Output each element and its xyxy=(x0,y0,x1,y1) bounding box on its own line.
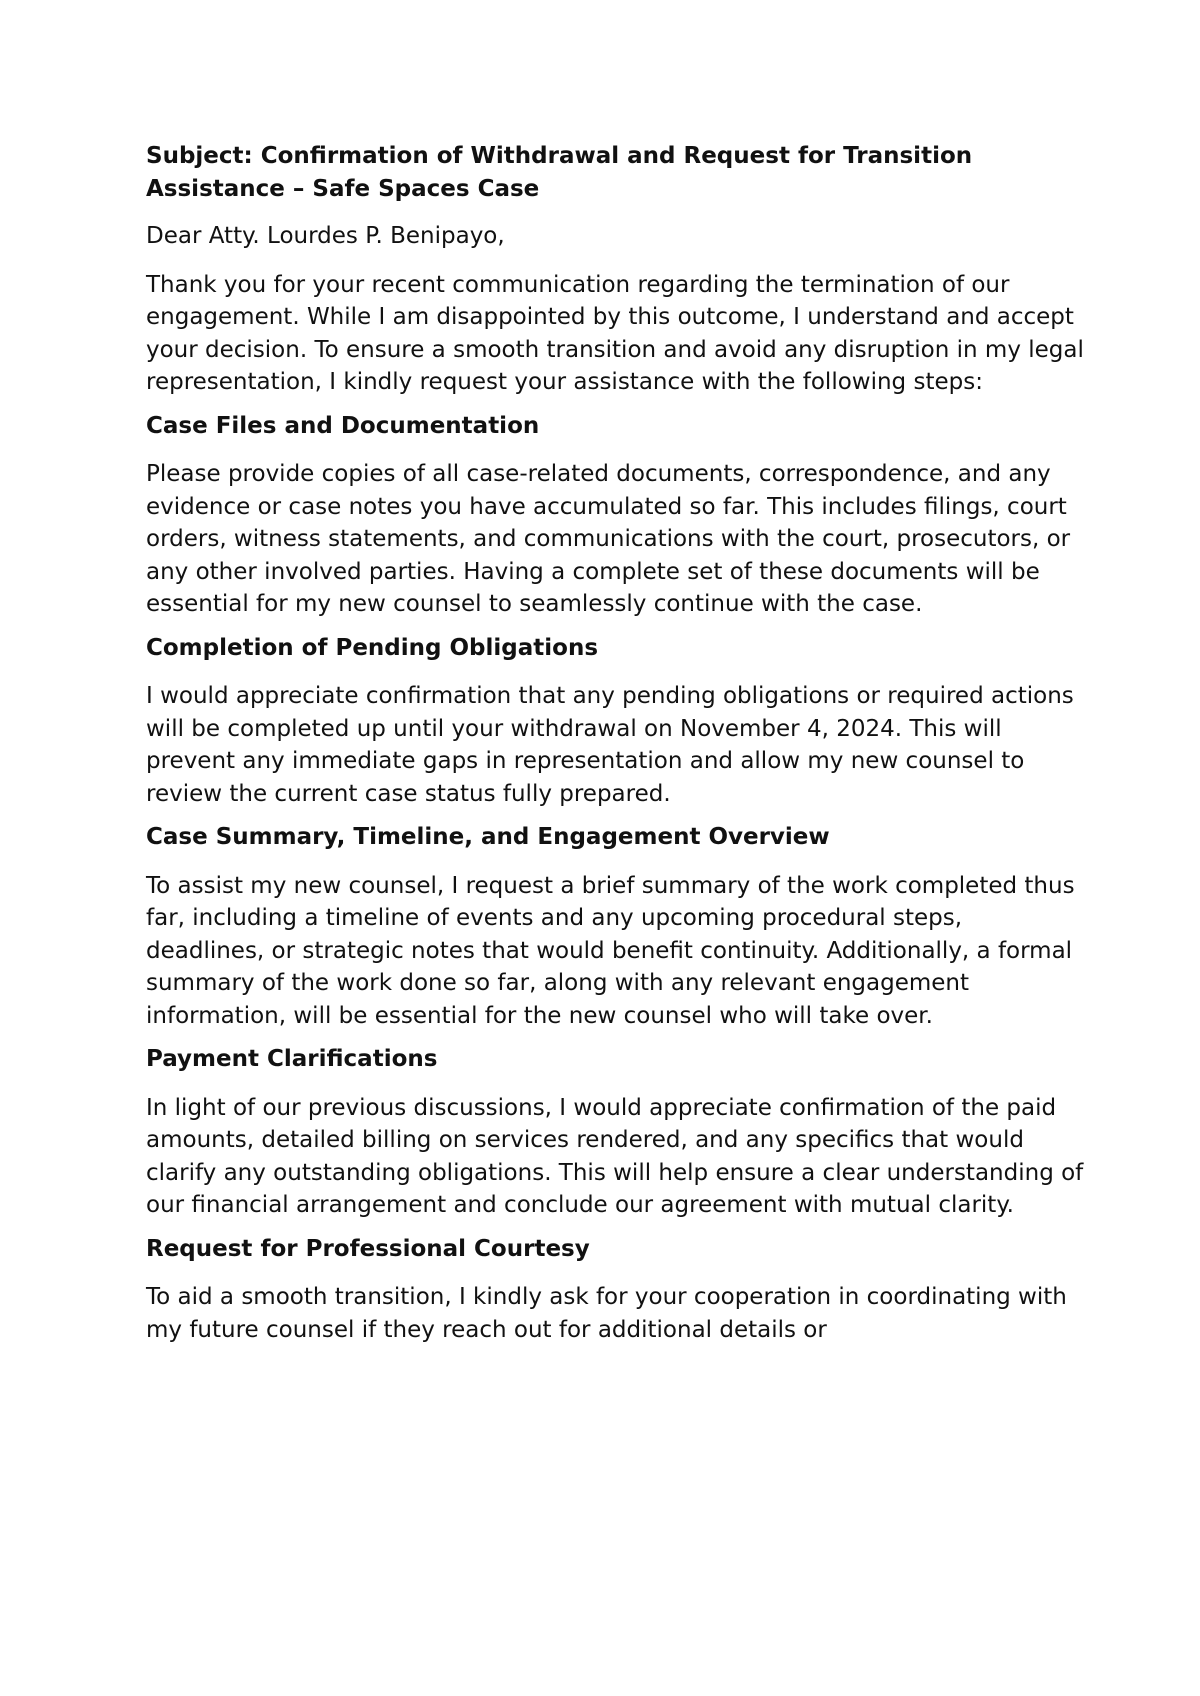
section-body-payment: In light of our previous discussions, I would appreciate confirmation of the paid amounts, detailed billing on services rendered, and any specifics that would clarify any outstanding obligations. This will help ensure a clear understanding of our financial arrangement and conclude our agreement with mutual clarity. xyxy=(146,1094,1084,1218)
section-body-case-summary: To assist my new counsel, I request a brief summary of the work completed thus far, including a timeline of events and any upcoming procedural steps, deadlines, or strategic notes that would benefit continuity. Additionally, a formal summary of the work done so far, along with any relevant engagement information, will be essential for the new counsel who will take over. xyxy=(146,872,1075,1029)
intro-paragraph: Thank you for your recent communication regarding the termination of our engagement. While I am disappointed by this outcome, I understand and accept your decision. To ensure a smooth transition and avoid any disruption in my legal representation, I kindly request your assistance with the following steps: xyxy=(146,271,1084,395)
section-body-professional-courtesy: To aid a smooth transition, I kindly ask for your cooperation in coordinating with my future counsel if they reach out for additional details or xyxy=(146,1284,1067,1343)
section-body-case-files: Please provide copies of all case-related documents, correspondence, and any evidence or case notes you have accumulated so far. This includes filings, court orders, witness statements, and communications with the court, prosecutors, or any other involved parties. Having a complete set of these documents will be essential for my new counsel to seamlessly continue with the case. xyxy=(146,461,1071,617)
section-heading-payment: Payment Clarifications xyxy=(146,1046,438,1072)
section-heading-pending-obligations: Completion of Pending Obligations xyxy=(146,634,599,661)
section-heading-case-files: Case Files and Documentation xyxy=(146,412,540,439)
greeting: Dear Atty. Lourdes P. Benipayo, xyxy=(146,223,505,249)
section-heading-case-summary: Case Summary, Timeline, and Engagement Overview xyxy=(146,824,830,850)
section-heading-professional-courtesy: Request for Professional Courtesy xyxy=(146,1235,590,1262)
letter-page xyxy=(146,140,1086,1357)
section-body-pending-obligations: I would appreciate confirmation that any pending obligations or required actions will be completed up until your withdrawal on November 4, 2024. This will prevent any immediate gaps in representation and allow my new counsel to review the current case status fully prepared. xyxy=(146,683,1074,807)
subject-line: Subject: Confirmation of Withdrawal and Request for Transition Assistance – Safe Spaces Case xyxy=(146,143,973,202)
